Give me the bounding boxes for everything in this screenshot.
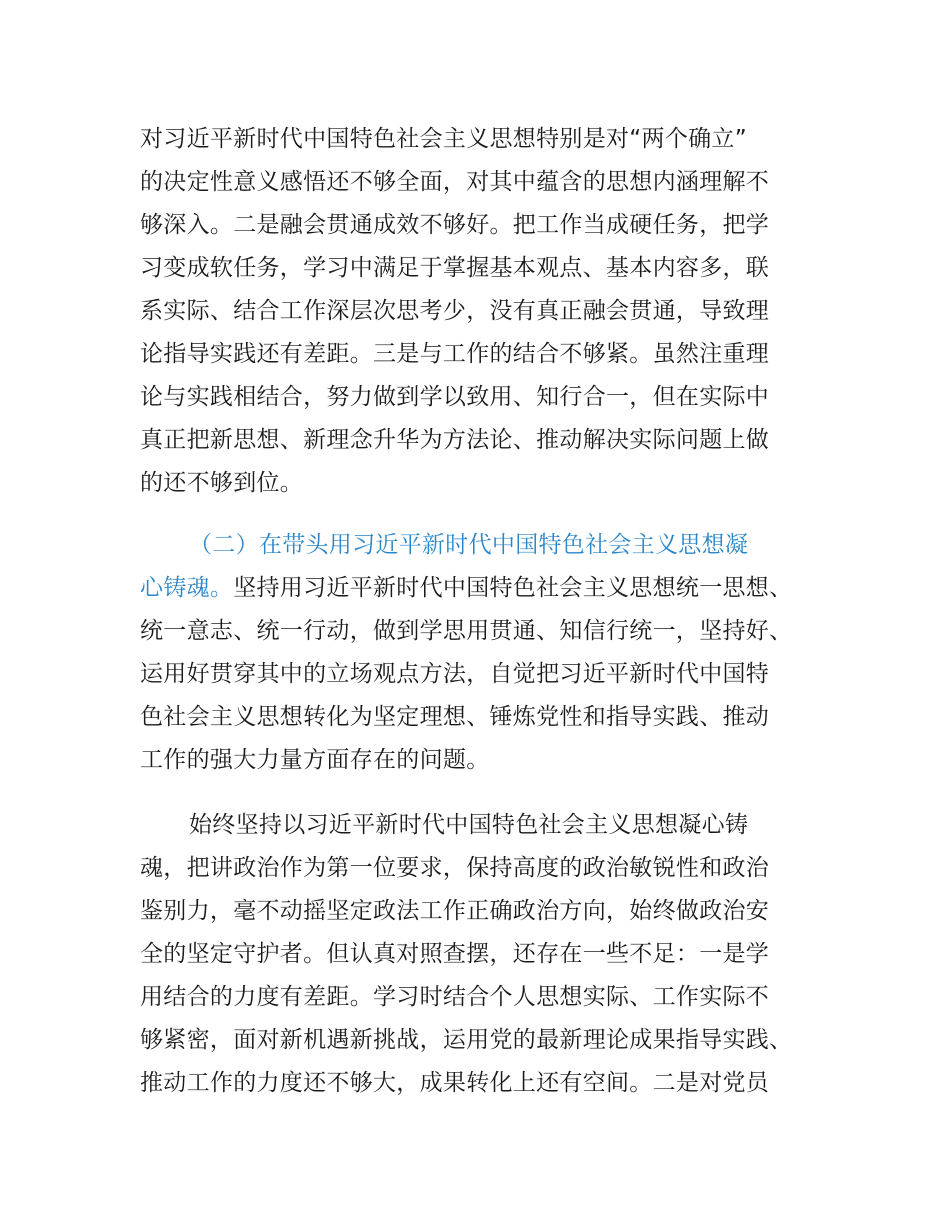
text-line: 够紧密，面对新机遇新挑战，运用党的最新理论成果指导实践、	[140, 1027, 793, 1053]
text-line: 够深入。二是融会贯通成效不够好。把工作当成硬任务，把学	[140, 212, 770, 238]
text-line	[140, 573, 792, 603]
section-heading-end: 心铸魂。	[140, 575, 234, 601]
text-line: 习变成软任务，学习中满足于掌握基本观点、基本内容多，联	[140, 255, 770, 281]
text-line: 工作的强大力量方面存在的问题。	[140, 747, 490, 773]
text-line: 用结合的力度有差距。学习时结合个人思想实际、工作实际不	[140, 984, 770, 1010]
text-line: 鉴别力，毫不动摇坚定政法工作正确政治方向，始终做政治安	[140, 898, 770, 924]
text-line: 系实际、结合工作深层次思考少，没有真正融会贯通，导致理	[140, 298, 770, 324]
text-line: 论指导实践还有差距。三是与工作的结合不够紧。虽然注重理	[140, 341, 770, 367]
text-line: 始终坚持以习近平新时代中国特色社会主义思想凝心铸	[189, 812, 749, 838]
text-line: 全的坚定守护者。但认真对照查摆，还存在一些不足：一是学	[140, 941, 770, 967]
text-line: 的还不够到位。	[140, 470, 304, 496]
text-line: 色社会主义思想转化为坚定理想、锤炼党性和指导实践、推动	[140, 704, 770, 730]
text-line: 对习近平新时代中国特色社会主义思想特别是对“两个确立”	[140, 126, 747, 152]
text-span: 坚持用习近平新时代中国特色社会主义思想统一思想、	[233, 575, 793, 601]
text-line: 的决定性意义感悟还不够全面，对其中蕴含的思想内涵理解不	[140, 169, 770, 195]
text-line: 统一意志、统一行动，做到学思用贯通、知信行统一，坚持好、	[140, 618, 793, 644]
text-line: 推动工作的力度还不够大，成果转化上还有空间。二是对党员	[140, 1070, 770, 1096]
text-line: 运用好贯穿其中的立场观点方法，自觉把习近平新时代中国特	[140, 661, 770, 687]
section-heading: （二）在带头用习近平新时代中国特色社会主义思想凝	[189, 532, 749, 558]
text-line: 论与实践相结合，努力做到学以致用、知行合一，但在实际中	[140, 384, 770, 410]
text-line: 魂，把讲政治作为第一位要求，保持高度的政治敏锐性和政治	[140, 855, 770, 881]
text-line: 真正把新思想、新理念升华为方法论、推动解决实际问题上做	[140, 427, 770, 453]
